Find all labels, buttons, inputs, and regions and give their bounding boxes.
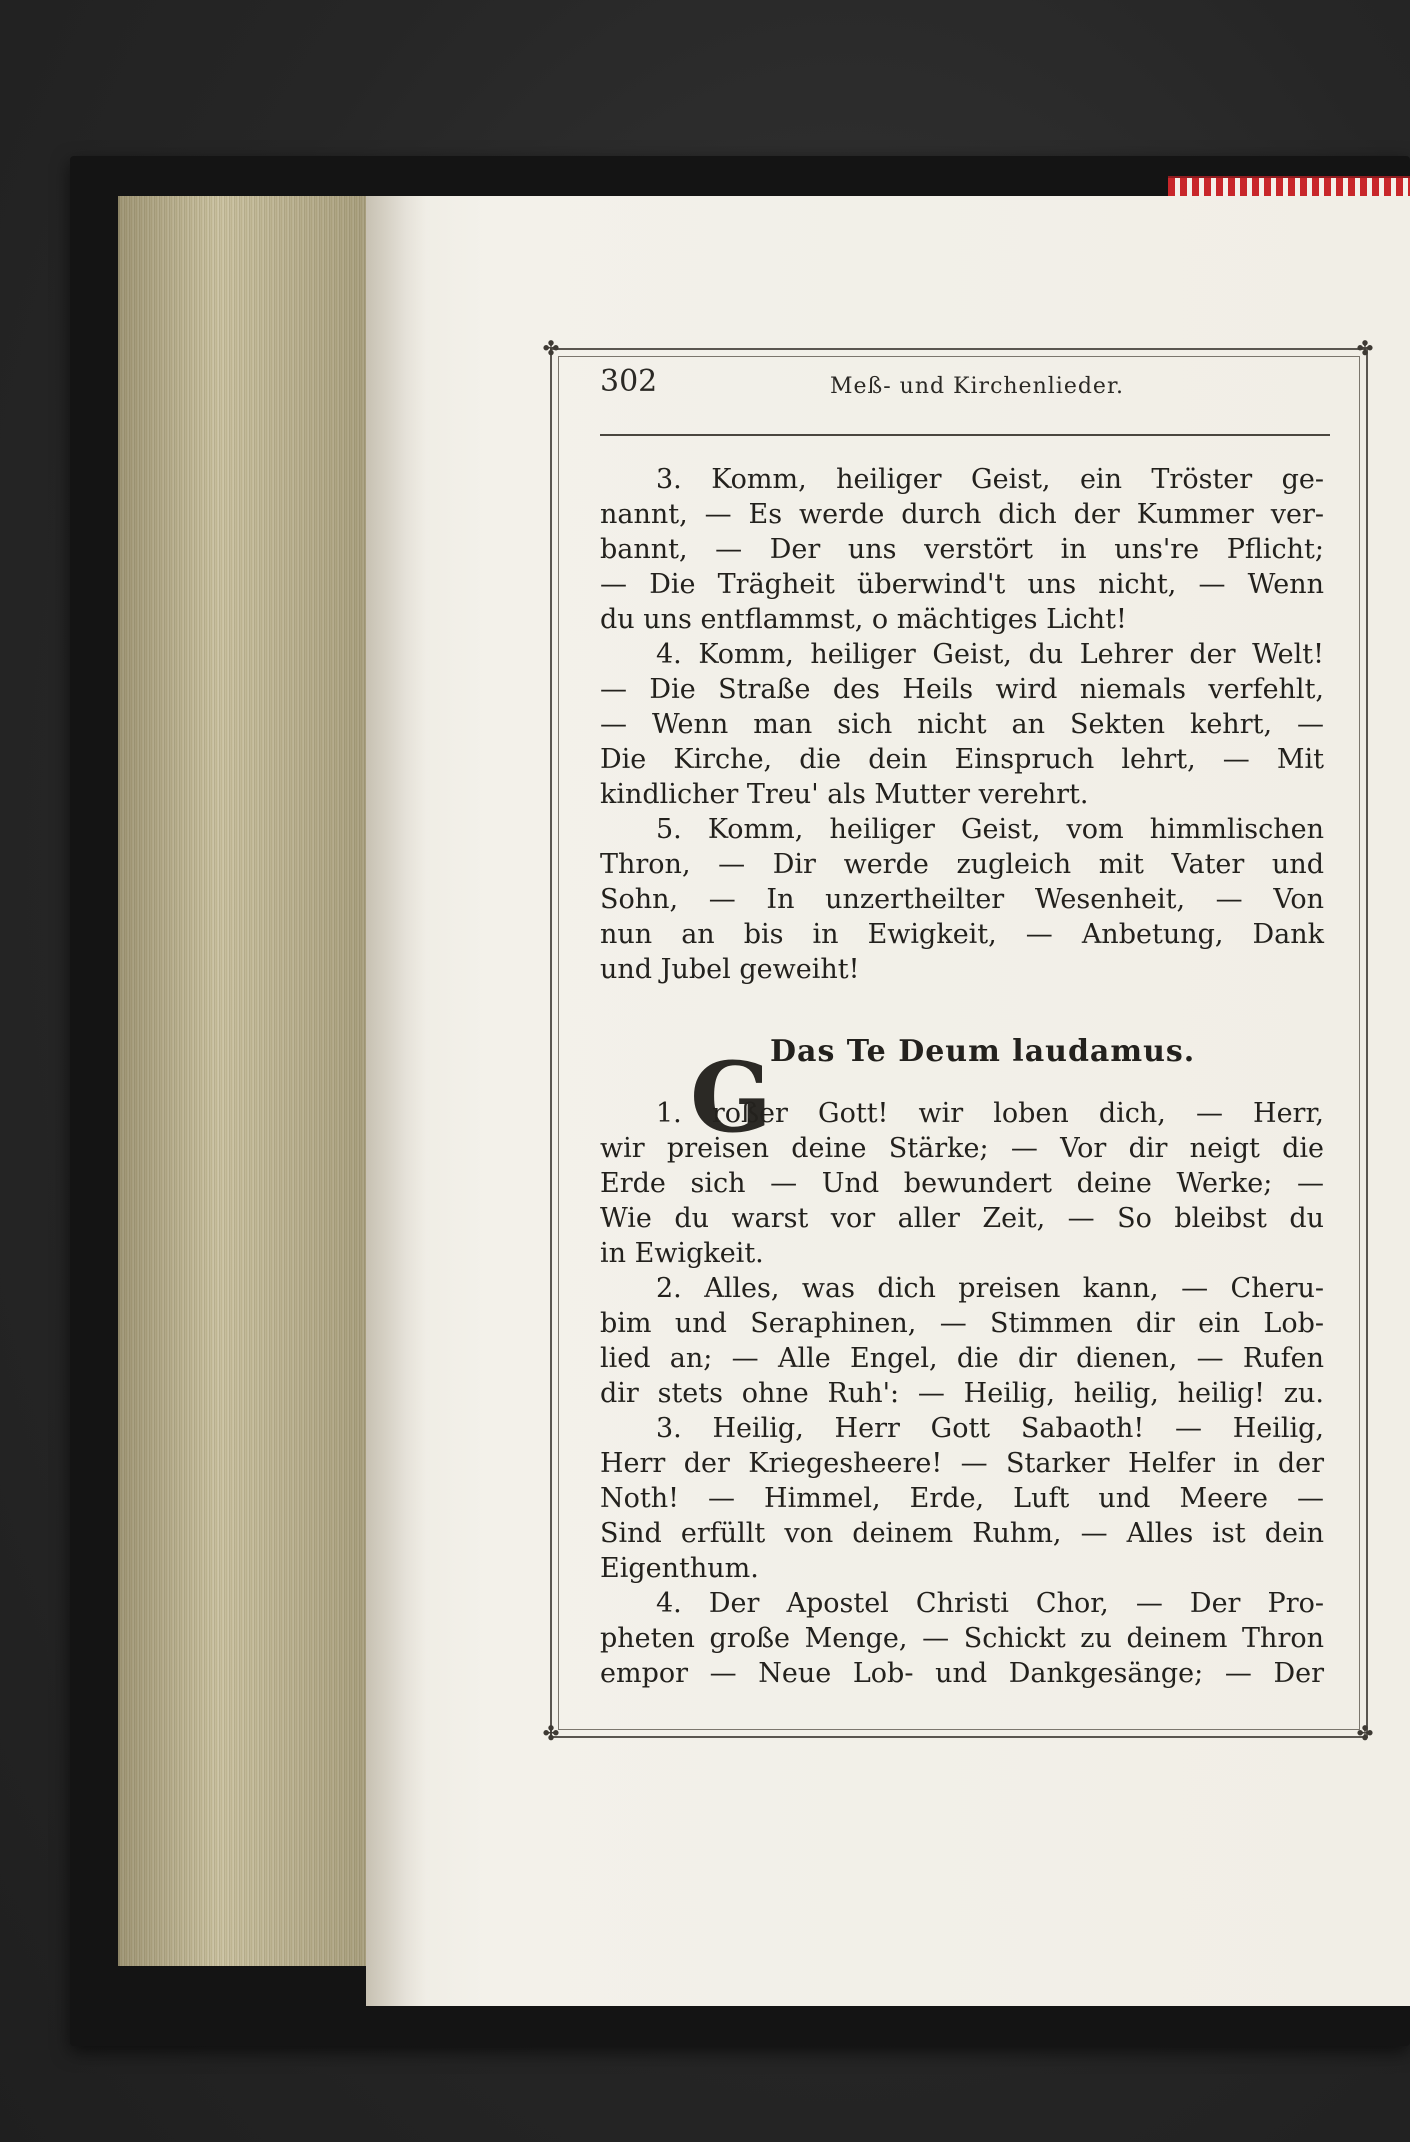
text-line: und Jubel geweiht! [600,954,860,985]
text-line: Sohn, — In unzertheilter Wesenheit, — Von [600,884,1324,915]
corner-ornament-icon: ✤ [542,1721,560,1745]
running-title: Meß- und Kirchenlieder. [830,374,1125,399]
text-line: 2. Alles, was dich preisen kann, — Cheru- [656,1273,1324,1304]
text-line: 4. Komm, heiliger Geist, du Lehrer der Welt! [656,639,1324,670]
text-line: nun an bis in Ewigkeit, — Anbetung, Dank [600,919,1324,950]
text-line: empor — Neue Lob- und Dankgesänge; — Der [600,1658,1324,1689]
text-line: 3. Heilig, Herr Gott Sabaoth! — Heilig, [656,1413,1324,1444]
text-line: Noth! — Himmel, Erde, Luft und Meere — [600,1483,1324,1514]
verse-block-upper [600,462,1324,987]
text-line: bannt, — Der uns verstört in uns're Pflicht; [600,534,1324,565]
text-line: 1. roßer Gott! wir loben dich, — Herr, [656,1098,1324,1129]
text-line: Sind erfüllt von deinem Ruhm, — Alles ist dein [600,1518,1324,1549]
text-line: pheten große Menge, — Schickt zu deinem Thron [600,1623,1324,1654]
text-line: Wie du warst vor aller Zeit, — So bleibst du [600,1203,1324,1234]
text-line: — Die Straße des Heils wird niemals verfehlt, [600,674,1324,705]
page-number: 302 [600,364,658,399]
text-line: Die Kirche, die dein Einspruch lehrt, — Mit [600,744,1324,775]
text-line: in Ewigkeit. [600,1238,764,1269]
text-line: Thron, — Dir werde zugleich mit Vater und [600,849,1324,880]
text-line: kindlicher Treu' als Mutter verehrt. [600,779,1089,810]
text-line: 5. Komm, heiliger Geist, vom himmlischen [656,814,1324,845]
text-line: dir stets ohne Ruh': — Heilig, heilig, heilig! zu. [600,1378,1324,1409]
text-line: 4. Der Apostel Christi Chor, — Der Pro- [656,1588,1324,1619]
corner-ornament-icon: ✤ [1356,1721,1374,1745]
text-line: Eigenthum. [600,1553,759,1584]
drop-cap: G [690,1041,772,1154]
text-line: 3. Komm, heiliger Geist, ein Tröster ge- [656,464,1324,495]
text-line: lied an; — Alle Engel, die dir dienen, — Rufen [600,1343,1324,1374]
page-header [600,360,1330,420]
text-line: du uns entflammst, o mächtiges Licht! [600,604,1127,635]
text-line: — Die Trägheit überwind't uns nicht, — Wenn [600,569,1324,600]
corner-ornament-icon: ✤ [1356,336,1374,360]
text-line: Erde sich — Und bewundert deine Werke; — [600,1168,1324,1199]
corner-ornament-icon: ✤ [542,336,560,360]
text-line: — Wenn man sich nicht an Sekten kehrt, — [600,709,1324,740]
text-line: wir preisen deine Stärke; — Vor dir neigt die [600,1133,1324,1164]
text-line: bim und Seraphinen, — Stimmen dir ein Lob- [600,1308,1324,1339]
page-edges [118,196,368,1966]
header-rule [600,434,1330,436]
hymn-title: Das Te Deum laudamus. [770,1034,1196,1069]
verse-block-lower [600,1096,1324,1691]
text-line: Herr der Kriegesheere! — Starker Helfer in der [600,1448,1324,1479]
text-line: nannt, — Es werde durch dich der Kummer ver- [600,499,1324,530]
